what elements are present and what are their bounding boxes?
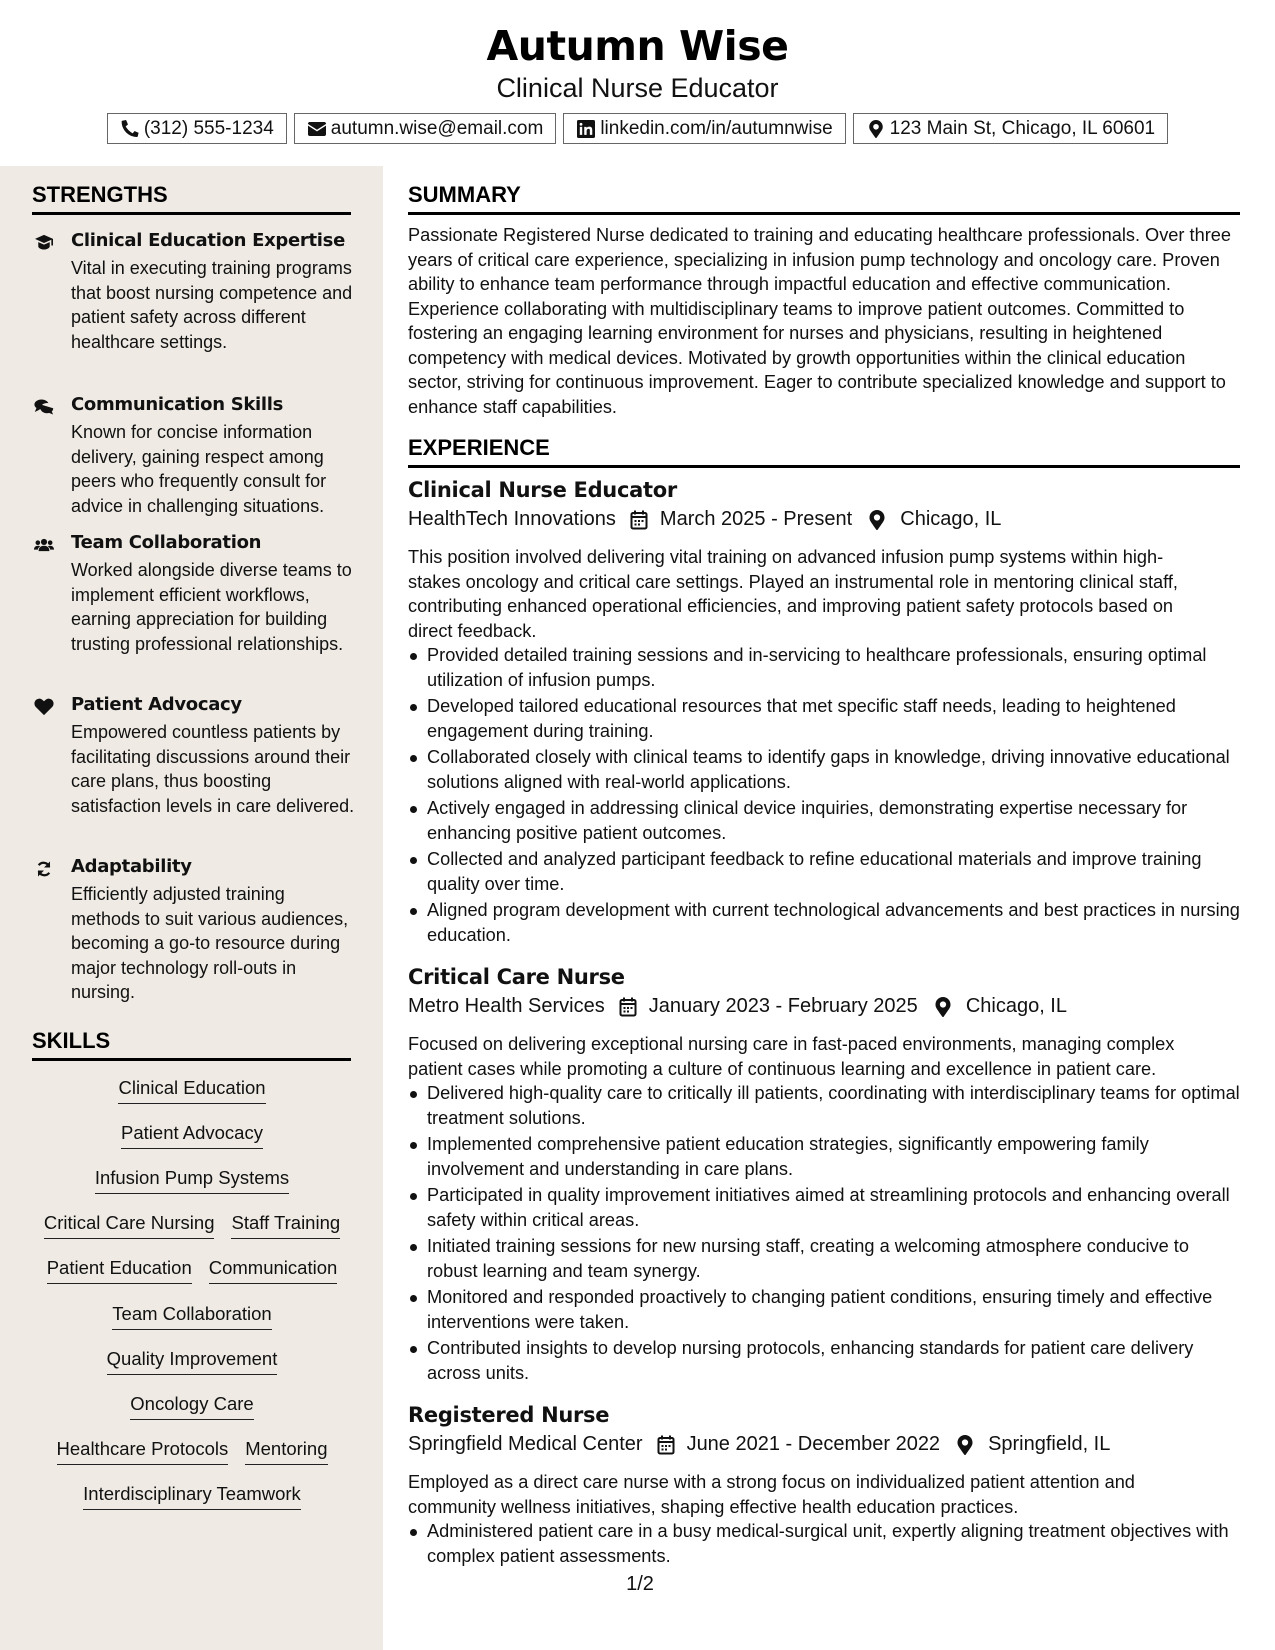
job-description: Focused on delivering exceptional nursing care in fast-paced environments, managing complex patient cases while promoting a culture of continuous learning and excellence in patient care. (408, 1034, 1175, 1079)
skill-tag: Oncology Care (130, 1393, 253, 1420)
strength-description: Efficiently adjusted training methods to suit various audiences, becoming a go-to resource during major technology roll-outs in nursing. (71, 884, 349, 1002)
job-location: Springfield, IL (988, 1433, 1111, 1455)
job-location: Chicago, IL (900, 508, 1002, 530)
skill-tag: Mentoring (245, 1438, 327, 1465)
strength-title: Adaptability (71, 856, 192, 877)
users-icon (32, 535, 56, 555)
job-company: Metro Health Services (408, 995, 605, 1017)
location-pin-icon (866, 509, 888, 531)
phone-text: (312) 555-1234 (143, 117, 274, 139)
strength-description: Vital in executing training programs that boost nursing competence and patient safety across different healthcare settings. (71, 258, 353, 352)
linkedin-text: linkedin.com/in/autumnwise (600, 117, 833, 139)
summary-heading: SUMMARY (408, 182, 1240, 215)
job-meta (408, 508, 1001, 531)
job-description: This position involved delivering vital training on advanced infusion pump systems within high-stakes oncology and critical care settings. Played an instrumental role in mentoring clinical staff, contributing enhanced operational efficiencies, and improving patient safety protocols based on direct feedback. (408, 547, 1178, 641)
job-meta (408, 1433, 1110, 1456)
list-item: Contributed insights to develop nursing protocols, enhancing standards for patient care delivery across units. (408, 1336, 1240, 1385)
list-item: Initiated training sessions for new nursing staff, creating a welcoming atmosphere conducive to robust learning and team synergy. (408, 1234, 1240, 1283)
skill-tag: Interdisciplinary Teamwork (83, 1483, 301, 1510)
list-item: Actively engaged in addressing clinical device inquiries, demonstrating expertise necessary for enhancing positive patient outcomes. (408, 796, 1240, 845)
strength-title: Patient Advocacy (71, 694, 242, 715)
job-company: HealthTech Innovations (408, 508, 616, 530)
skill-tag: Communication (209, 1257, 338, 1284)
list-item: Provided detailed training sessions and in-servicing to healthcare professionals, ensuring optimal utilization of infusion pumps. (408, 643, 1240, 692)
skills-heading: SKILLS (32, 1028, 351, 1061)
skill-tag: Critical Care Nursing (44, 1212, 215, 1239)
location-pin-icon (932, 996, 954, 1018)
linkedin-icon (576, 119, 596, 139)
resume-title: Clinical Nurse Educator (496, 73, 779, 103)
job-dates: January 2023 - February 2025 (648, 995, 918, 1017)
summary-text: Passionate Registered Nurse dedicated to training and educating healthcare professionals. Over three years of critical care experience, specializing in infusion pump technology and oncology care. Proven ability to enhance team performance through impactful education and effective communication. Experience collaborating with multidisciplinary teams to improve patient outcomes. Committed to fostering an engaging learning environment for nurses and physicians, resulting in heightened competency with medical devices. Motivated by growth opportunities within the clinical education sector, striving for continuous improvement. Eager to contribute specialized knowledge and support to enhance staff capabilities. (408, 225, 1231, 417)
contact-linkedin[interactable] (563, 113, 845, 144)
phone-icon (120, 119, 140, 139)
list-item: Participated in quality improvement initiatives aimed at streamlining protocols and enhancing overall safety within critical areas. (408, 1183, 1240, 1232)
location-pin-icon (866, 119, 886, 139)
heart-icon (32, 697, 56, 717)
calendar-icon (655, 1434, 677, 1456)
list-item: Implemented comprehensive patient education strategies, significantly empowering family involvement and understanding in care plans. (408, 1132, 1240, 1181)
refresh-icon (32, 859, 56, 879)
strength-description: Empowered countless patients by facilitating discussions around their care plans, thus boosting satisfaction levels in care delivered. (71, 722, 355, 816)
experience-heading: EXPERIENCE (408, 435, 1240, 468)
job-bullets (408, 1519, 1240, 1570)
envelope-icon (307, 119, 327, 139)
calendar-icon (628, 509, 650, 531)
address-text: 123 Main St, Chicago, IL 60601 (889, 117, 1156, 139)
strengths-heading: STRENGTHS (32, 182, 351, 215)
email-text: autumn.wise@email.com (330, 117, 544, 139)
skill-tag: Team Collaboration (112, 1303, 271, 1330)
job-description: Employed as a direct care nurse with a strong focus on individualized patient attention and community wellness initiatives, shaping effective health education practices. (408, 1472, 1135, 1517)
strength-description: Known for concise information delivery, gaining respect among peers who frequently consult for advice in challenging situations. (71, 422, 327, 516)
skill-tag: Quality Improvement (107, 1348, 278, 1375)
strength-title: Team Collaboration (71, 532, 262, 553)
job-dates: June 2021 - December 2022 (686, 1433, 941, 1455)
list-item: Aligned program development with current technological advancements and best practices in nursing education. (408, 898, 1240, 947)
strength-title: Clinical Education Expertise (71, 230, 345, 251)
job-location: Chicago, IL (965, 995, 1067, 1017)
contact-address[interactable] (853, 113, 1168, 144)
graduation-cap-icon (32, 233, 56, 253)
chat-bubbles-icon (32, 397, 56, 417)
strength-description: Worked alongside diverse teams to implement efficient workflows, earning appreciation for building trusting professional relationships. (71, 560, 352, 654)
list-item: Collaborated closely with clinical teams to identify gaps in knowledge, driving innovative educational solutions aligned with real-world applications. (408, 745, 1240, 794)
job-company: Springfield Medical Center (408, 1433, 643, 1455)
list-item: Administered patient care in a busy medical-surgical unit, expertly aligning treatment objectives with complex patient assessments. (408, 1519, 1240, 1568)
job-title: Clinical Nurse Educator (408, 478, 677, 502)
list-item: Delivered high-quality care to critically ill patients, coordinating with interdisciplinary teams for optimal treatment solutions. (408, 1081, 1240, 1130)
job-title: Registered Nurse (408, 1403, 610, 1427)
location-pin-icon (954, 1434, 976, 1456)
skill-tag: Infusion Pump Systems (95, 1167, 289, 1194)
job-title: Critical Care Nurse (408, 965, 625, 989)
list-item: Monitored and responded proactively to changing patient conditions, ensuring timely and effective interventions were taken. (408, 1285, 1240, 1334)
skill-tag: Clinical Education (118, 1077, 265, 1104)
strength-title: Communication Skills (71, 394, 284, 415)
skill-tag: Healthcare Protocols (57, 1438, 229, 1465)
job-meta (408, 995, 1067, 1018)
job-bullets (408, 643, 1240, 949)
job-bullets (408, 1081, 1240, 1387)
contact-bar (0, 113, 1275, 144)
contact-phone[interactable] (107, 113, 287, 144)
contact-email[interactable] (294, 113, 557, 144)
list-item: Developed tailored educational resources that met specific staff needs, leading to heightened engagement during training. (408, 694, 1240, 743)
list-item: Collected and analyzed participant feedback to refine educational materials and improve training quality over time. (408, 847, 1240, 896)
calendar-icon (617, 996, 639, 1018)
skill-tag: Patient Education (47, 1257, 192, 1284)
page-number: 1/2 (626, 1573, 654, 1595)
resume-name: Autumn Wise (486, 22, 789, 70)
skill-tag: Staff Training (231, 1212, 340, 1239)
skill-tag: Patient Advocacy (121, 1122, 263, 1149)
job-dates: March 2025 - Present (659, 508, 853, 530)
